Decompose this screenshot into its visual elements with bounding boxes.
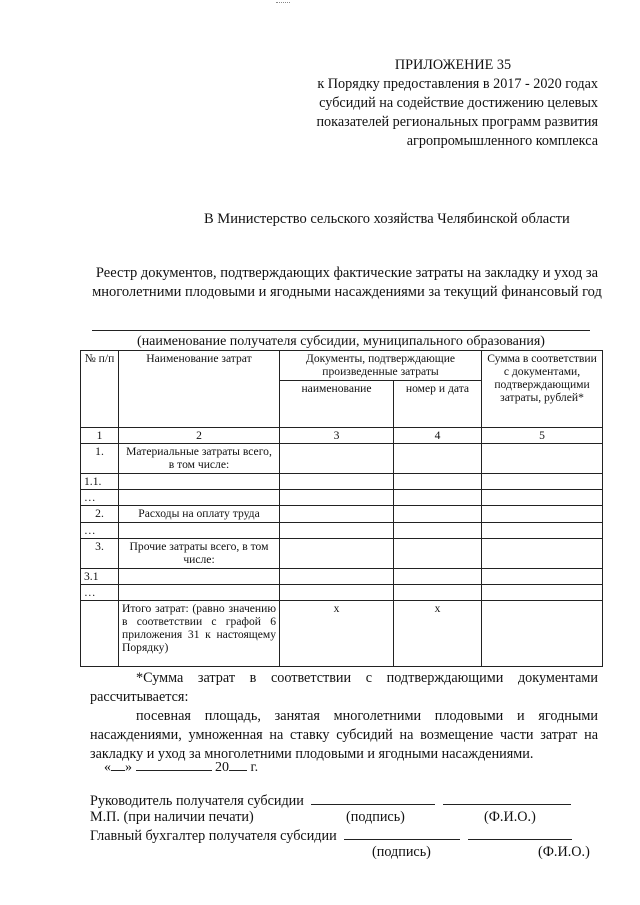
row-num: 3.: [81, 539, 119, 569]
table-row: [81, 506, 603, 523]
appendix-header: [268, 56, 598, 151]
year-prefix: 20: [215, 760, 229, 775]
row-name: Прочие затраты всего, в том числе:: [119, 539, 280, 569]
cell-sum[interactable]: [482, 585, 603, 601]
cell-sum[interactable]: [482, 506, 603, 523]
recipient-caption: (наименование получателя субсидии, муниципального образования): [137, 334, 545, 349]
table-row: [81, 474, 603, 490]
cell-doc-number-date[interactable]: [394, 569, 482, 585]
stamp-row: [90, 808, 254, 826]
table-row: [81, 585, 603, 601]
table-header-row: [81, 351, 603, 381]
row-name: [119, 585, 280, 601]
cell-doc-number-date[interactable]: [394, 474, 482, 490]
appendix-line: агропромышленного комплекса: [406, 133, 598, 149]
cell-doc-name[interactable]: [280, 490, 394, 506]
cell-doc-name[interactable]: [280, 569, 394, 585]
registry-table: [80, 350, 603, 667]
date-suffix: г.: [247, 760, 259, 775]
date-open-quote: «: [104, 760, 111, 775]
addressee: В Министерство сельского хозяйства Челябинской области: [204, 211, 570, 227]
footnote-heading: *Сумма затрат в соответствии с подтверждающими документами рассчитывается:: [90, 670, 598, 705]
stamp-label: М.П. (при наличии печати): [90, 809, 254, 825]
appendix-title: ПРИЛОЖЕНИЕ 35: [394, 57, 512, 73]
row-num: 1.: [81, 444, 119, 474]
accountant-fio-caption: (Ф.И.О.): [538, 844, 590, 860]
table-row: [81, 523, 603, 539]
total-num: [81, 601, 119, 667]
cell-doc-name[interactable]: [280, 444, 394, 474]
registry-title: Реестр документов, подтверждающих фактические затраты на закладку и уход за многолетними плодовыми и ягодными насаждениями за текущий финансовый год: [92, 265, 602, 300]
total-row: [81, 601, 603, 667]
cell-doc-name[interactable]: [280, 585, 394, 601]
row-name: [119, 490, 280, 506]
cell-doc-number-date[interactable]: [394, 523, 482, 539]
total-col4: x: [394, 601, 482, 667]
cell-sum[interactable]: [482, 523, 603, 539]
row-num: 3.1: [81, 569, 119, 585]
header-docs: Документы, подтверждающие произведенные затраты: [280, 351, 482, 381]
total-sum-cell[interactable]: [482, 601, 603, 667]
table-row: [81, 569, 603, 585]
header-cost-name: Наименование затрат: [119, 351, 280, 428]
header-docs-name: наименование: [280, 381, 394, 428]
table-row: [81, 444, 603, 474]
footnote-formula: посевная площадь, занятая многолетними плодовыми и ягодными насаждениями, умноженная на ставку субсидий на возмещение части затрат на закладку и уход за многолетними плодовыми и ягодными насаждениями.: [90, 708, 598, 762]
date-close-quote: »: [125, 760, 132, 775]
appendix-line: показателей региональных программ развития: [316, 114, 598, 130]
cell-doc-name[interactable]: [280, 523, 394, 539]
header-sum: Сумма в соответствии с документами, подтверждающими затраты, рублей*: [482, 351, 603, 428]
total-col3: x: [280, 601, 394, 667]
date-line: [104, 757, 258, 776]
cell-sum[interactable]: [482, 490, 603, 506]
cell-doc-number-date[interactable]: [394, 444, 482, 474]
appendix-line: к Порядку предоставления в 2017 - 2020 годах: [317, 76, 598, 92]
day-field[interactable]: [111, 757, 125, 771]
total-label: Итого затрат: (равно значению в соответствии с графой 6 приложения 31 к настоящему Порядку): [119, 601, 280, 667]
col-number: 4: [394, 428, 482, 444]
cell-doc-number-date[interactable]: [394, 490, 482, 506]
cell-doc-number-date[interactable]: [394, 539, 482, 569]
accountant-signature-field[interactable]: [344, 826, 460, 840]
col-number: 3: [280, 428, 394, 444]
cell-doc-name[interactable]: [280, 506, 394, 523]
row-num: …: [81, 523, 119, 539]
column-number-row: [81, 428, 603, 444]
col-number: 5: [482, 428, 603, 444]
head-signature-caption: (подпись): [346, 809, 405, 825]
page-top-mark: [276, 2, 290, 3]
accountant-signature-caption: (подпись): [372, 844, 431, 860]
head-label: Руководитель получателя субсидии: [90, 793, 304, 809]
table-row: [81, 490, 603, 506]
row-num: 2.: [81, 506, 119, 523]
row-num: …: [81, 585, 119, 601]
cell-doc-name[interactable]: [280, 539, 394, 569]
cell-doc-name[interactable]: [280, 474, 394, 490]
recipient-name-field[interactable]: [92, 330, 590, 331]
year-field[interactable]: [229, 757, 247, 771]
cell-sum[interactable]: [482, 444, 603, 474]
appendix-line: субсидий на содействие достижению целевых: [319, 95, 598, 111]
cell-doc-number-date[interactable]: [394, 585, 482, 601]
head-signature-field[interactable]: [311, 791, 435, 805]
header-num: № п/п: [81, 351, 119, 428]
accountant-label: Главный бухгалтер получателя субсидии: [90, 828, 337, 844]
cell-sum[interactable]: [482, 474, 603, 490]
row-name: Расходы на оплату труда: [119, 506, 280, 523]
header-docs-number-date: номер и дата: [394, 381, 482, 428]
col-number: 2: [119, 428, 280, 444]
row-name: [119, 569, 280, 585]
table-row: [81, 539, 603, 569]
head-fio-caption: (Ф.И.О.): [484, 809, 536, 825]
month-field[interactable]: [136, 757, 212, 771]
row-num: …: [81, 490, 119, 506]
row-name: Материальные затраты всего, в том числе:: [119, 444, 280, 474]
accountant-signature-row: [90, 826, 572, 845]
head-fio-field[interactable]: [443, 791, 571, 805]
row-name: [119, 523, 280, 539]
accountant-fio-field[interactable]: [468, 826, 572, 840]
row-num: 1.1.: [81, 474, 119, 490]
cell-sum[interactable]: [482, 539, 603, 569]
col-number: 1: [81, 428, 119, 444]
row-name: [119, 474, 280, 490]
cell-sum[interactable]: [482, 569, 603, 585]
cell-doc-number-date[interactable]: [394, 506, 482, 523]
